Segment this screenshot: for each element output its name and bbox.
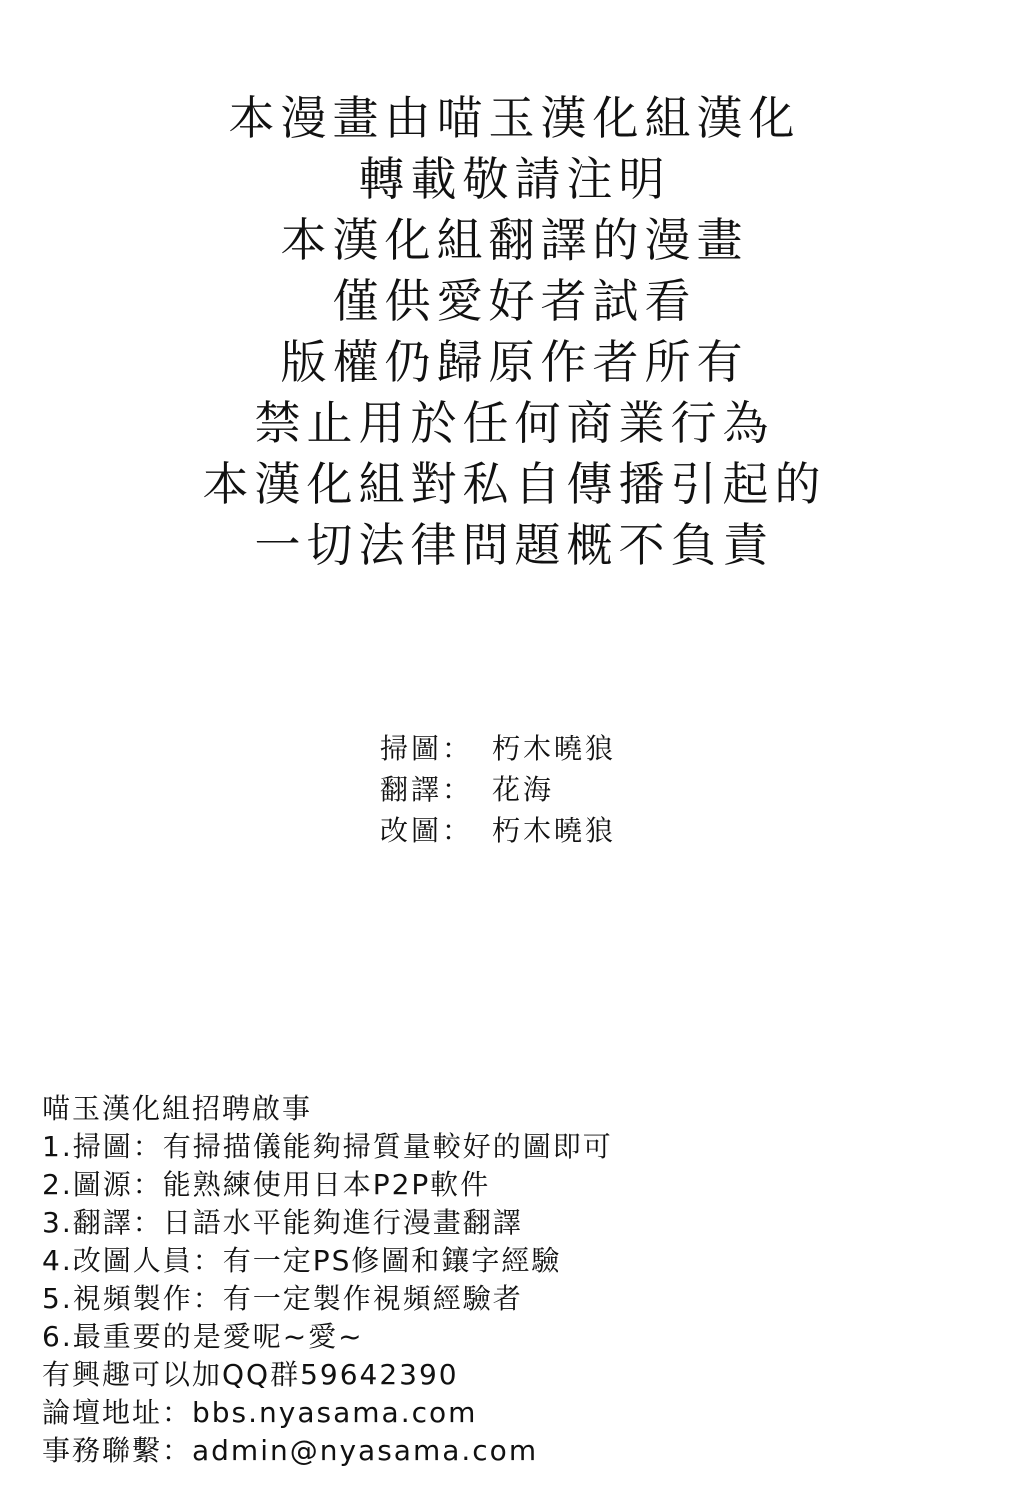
credit-role: 翻譯：: [380, 773, 474, 806]
recruitment-item: 3.翻譯：日語水平能夠進行漫畫翻譯: [42, 1206, 523, 1239]
staff-credits: [380, 728, 616, 851]
notice-line: 轉載敬請注明: [358, 152, 671, 206]
credit-row-scan: [380, 728, 616, 769]
recruitment-item: 1.掃圖：有掃描儀能夠掃質量較好的圖即可: [42, 1130, 613, 1163]
qq-group-line: 有興趣可以加QQ群59642390: [42, 1358, 459, 1391]
notice-line: 本漫畫由喵玉漢化組漢化: [228, 91, 801, 145]
contact-email-line: 事務聯繫：admin@nyasama.com: [42, 1434, 539, 1467]
recruitment-notice: [42, 1090, 613, 1470]
credit-name: 朽木曉狼: [492, 814, 617, 847]
recruitment-item: 6.最重要的是愛呢~愛~: [42, 1320, 364, 1353]
credit-role: 改圖：: [380, 814, 474, 847]
credit-row-edit: [380, 810, 616, 851]
notice-line: 本漢化組翻譯的漫畫: [280, 213, 749, 267]
credit-name: 花海: [492, 773, 555, 806]
notice-line: 僅供愛好者試看: [332, 274, 697, 328]
recruitment-item: 5.視頻製作：有一定製作視頻經驗者: [42, 1282, 523, 1315]
notice-line: 本漢化組對私自傳播引起的: [202, 457, 827, 511]
credit-row-translation: [380, 769, 616, 810]
credit-role: 掃圖：: [380, 732, 474, 765]
notice-line: 一切法律問題概不負責: [254, 518, 775, 572]
forum-address-line: 論壇地址：bbs.nyasama.com: [42, 1396, 478, 1429]
credit-name: 朽木曉狼: [492, 732, 617, 765]
recruitment-item: 4.改圖人員：有一定PS修圖和鑲字經驗: [42, 1244, 562, 1277]
notice-line: 版權仍歸原作者所有: [280, 335, 749, 389]
copyright-notice: [0, 88, 1029, 576]
notice-line: 禁止用於任何商業行為: [254, 396, 775, 450]
recruitment-item: 2.圖源：能熟練使用日本P2P軟件: [42, 1168, 491, 1201]
recruitment-title: 喵玉漢化組招聘啟事: [42, 1092, 313, 1125]
